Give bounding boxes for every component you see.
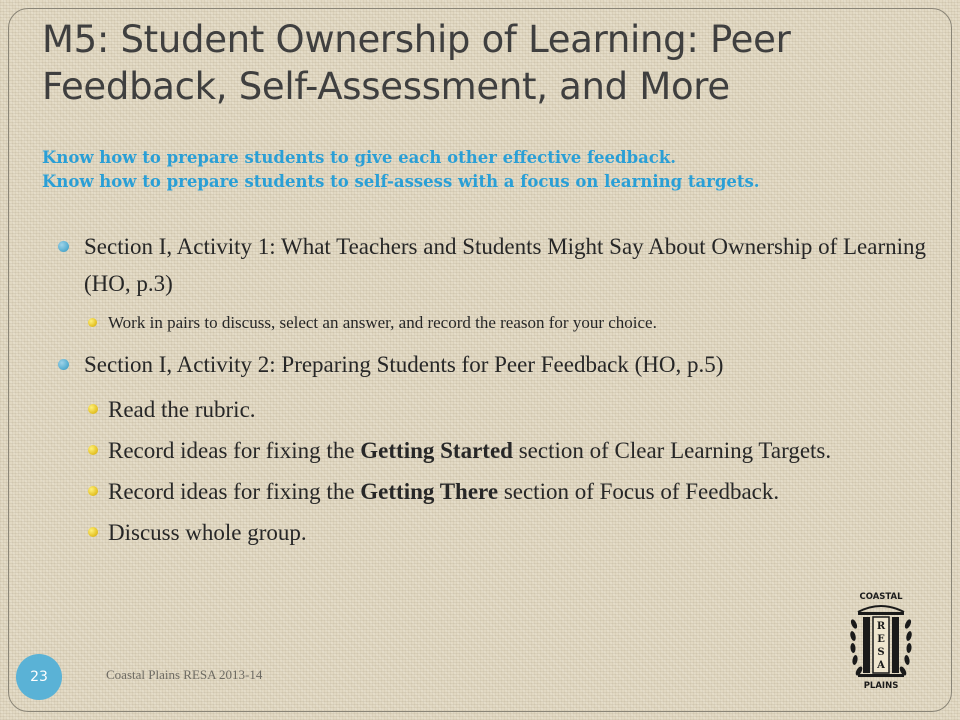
- yellow-bullet-icon: [88, 527, 98, 537]
- slide-content: [58, 228, 948, 555]
- subtitle-line-1: Know how to prepare students to give each other effective feedback.: [42, 148, 677, 167]
- blue-bullet-icon: [58, 241, 69, 252]
- logo-bottom-text: PLAINS: [863, 681, 899, 691]
- slide-subtitle: [42, 146, 922, 194]
- logo-arch: [858, 606, 904, 612]
- page-number-badge: 23: [16, 654, 62, 700]
- logo-letter-a: A: [877, 660, 885, 671]
- sub-bullet-getting-started: [58, 432, 948, 469]
- yellow-bullet-icon: [88, 445, 98, 455]
- yellow-bullet-icon: [88, 404, 98, 414]
- sub-bullet-read-rubric: [58, 391, 948, 428]
- sub-bullet-getting-there: [58, 473, 948, 510]
- logo-letter-r: R: [876, 621, 886, 632]
- subtitle-line-2: Know how to prepare students to self-assess with a focus on learning targets.: [42, 172, 760, 191]
- sub-bullet-work-in-pairs: [58, 310, 948, 336]
- logo-lintel: [858, 612, 904, 615]
- slide-title: M5: Student Ownership of Learning: Peer Feedback, Self-Assessment, and More: [42, 18, 791, 108]
- record-1-prefix: Record ideas for fixing the: [108, 438, 361, 463]
- blue-bullet-icon: [58, 359, 69, 370]
- bullet-activity-2: [58, 346, 948, 383]
- laurel-left-icon: [849, 618, 863, 676]
- coastal-plains-resa-logo: [846, 588, 916, 692]
- bullet-activity-1: [58, 228, 948, 302]
- activity-2-text: Section I, Activity 2: Preparing Students for Peer Feedback (HO, p.5): [84, 352, 724, 377]
- record-2-bold: Getting There: [360, 479, 499, 504]
- yellow-bullet-icon: [88, 486, 98, 496]
- record-1-bold: Getting Started: [360, 438, 513, 463]
- yellow-bullet-icon: [88, 318, 97, 327]
- record-1-suffix: section of Clear Learning Targets.: [512, 438, 832, 463]
- activity-1-text: Section I, Activity 1: What Teachers and Students Might Say About Ownership of Learning (HO, p.3): [84, 234, 927, 296]
- record-2-suffix: section of Focus of Feedback.: [498, 479, 780, 504]
- footer-text: Coastal Plains RESA 2013-14: [106, 667, 263, 682]
- read-rubric-text: Read the rubric.: [108, 397, 256, 422]
- logo-letter-e: E: [877, 634, 885, 645]
- logo-letter-s: S: [877, 647, 885, 658]
- logo-top-text: COASTAL: [859, 592, 903, 602]
- record-2-prefix: Record ideas for fixing the: [108, 479, 361, 504]
- laurel-right-icon: [898, 618, 912, 676]
- logo-base: [858, 674, 904, 677]
- activity-1-sub-text: Work in pairs to discuss, select an answer, and record the reason for your choice.: [108, 313, 657, 332]
- discuss-text: Discuss whole group.: [108, 520, 307, 545]
- sub-bullet-discuss: [58, 514, 948, 551]
